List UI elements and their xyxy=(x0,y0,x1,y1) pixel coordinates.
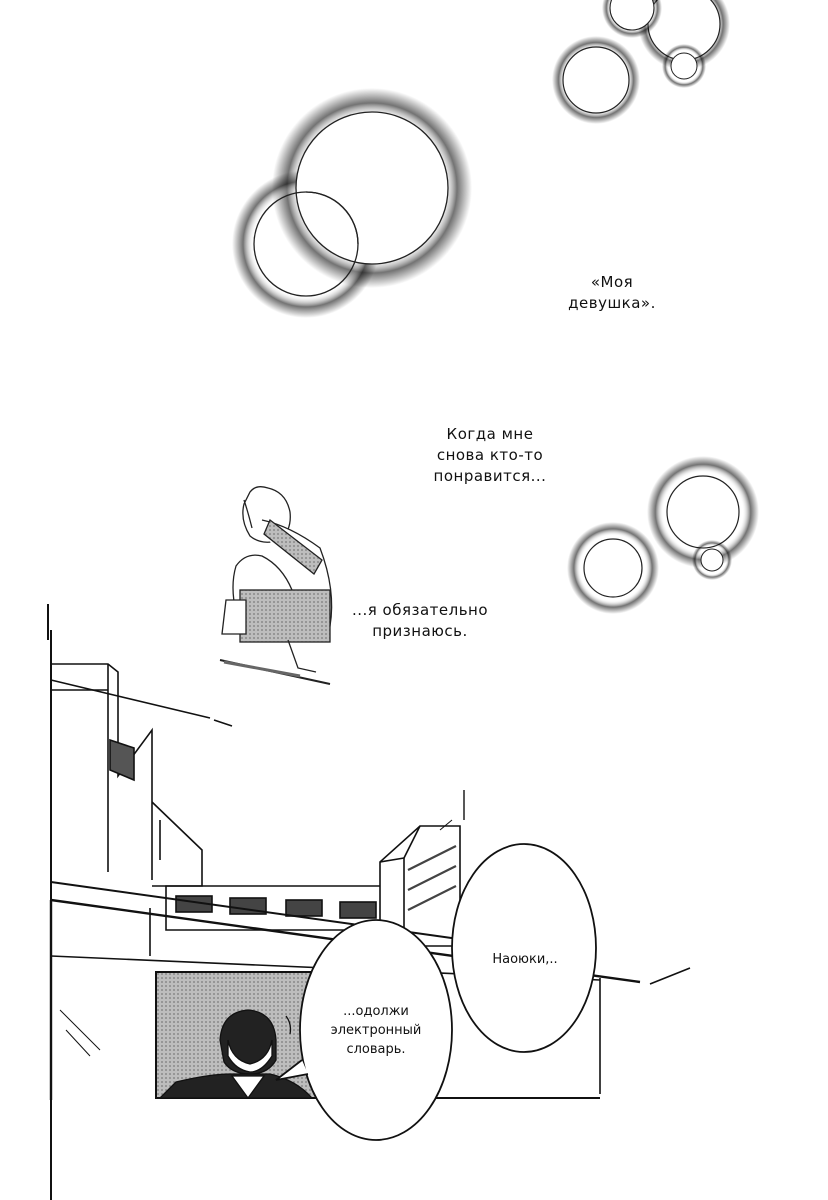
bubble-line: Наоюки,.. xyxy=(492,952,558,967)
caption-line: девушка». xyxy=(568,294,656,312)
caption-confess xyxy=(350,600,490,642)
bubble-line: словарь. xyxy=(346,1042,406,1057)
caption-line: «Моя xyxy=(590,273,634,291)
caption-next-time xyxy=(420,424,560,487)
crouching-girl-illustration xyxy=(220,487,332,684)
bubble-line: электронный xyxy=(330,1023,422,1038)
speech-bubble-naoyuki xyxy=(466,950,584,969)
caption-line: понравится... xyxy=(433,467,547,485)
caption-line: Когда мне xyxy=(446,425,534,443)
bokeh-cluster-middle-right xyxy=(567,456,759,614)
caption-girlfriend xyxy=(562,272,662,314)
bokeh-pair-large xyxy=(232,88,472,318)
caption-line: снова кто-то xyxy=(436,446,544,464)
speech-bubble-dictionary xyxy=(314,1002,438,1059)
caption-line: признаюсь. xyxy=(372,622,468,640)
bokeh-cluster-top-right xyxy=(552,0,730,124)
caption-line: ...я обязательно xyxy=(351,601,489,619)
bubble-line: ...одолжи xyxy=(343,1004,409,1019)
